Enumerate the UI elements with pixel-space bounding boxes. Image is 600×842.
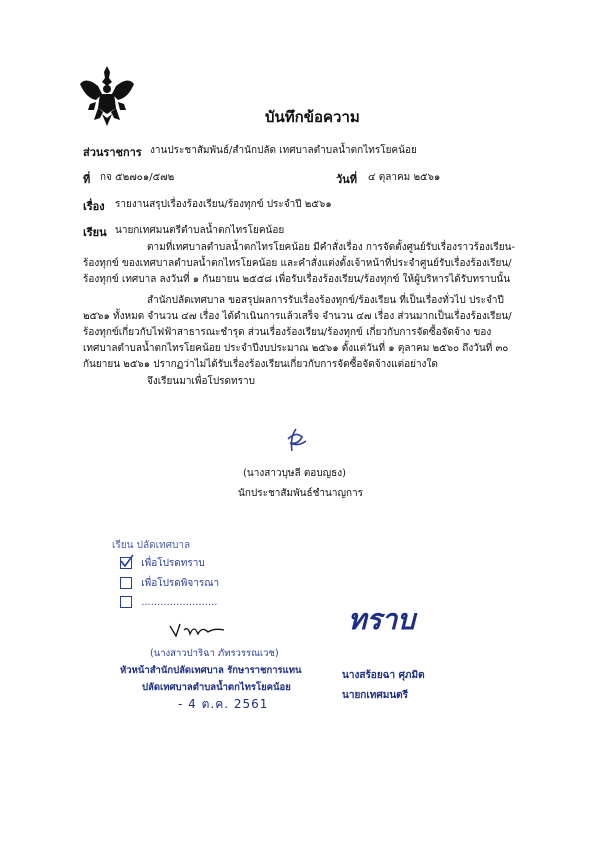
checkbox-checked [120,557,132,569]
mayor-title-stamp: นายกเทศมนตรี [342,690,409,701]
signer-position: นักประชาสัมพันธ์ชำนาญการ [238,488,364,499]
closing-line: จึงเรียนมาเพื่อโปรดทราบ [147,376,255,387]
option-label: เพื่อโปรดพิจารณา [141,578,220,589]
body-paragraph-2: สำนักปลัดเทศบาล ขอสรุปผลการรับเรื่องร้องทุกข์/ร้องเรียน ที่เป็นเรื่องทั่วไป ประจำปี ๒๕๖๑ ทั้งหมด จำนวน ๔๗ เรื่อง ได้ดำเนินการแล้วเสร็จ จำนวน ๔๗ เรื่อง ส่วนมากเป็นเรื่องร้องเรียน/ร้องทุกข์เกี่ยวกับไฟฟ้าสาธารณะชำรุด ส่วนเรื่องร้องเรียน/ร้องทุกข์ เกี่ยวกับการจัดซื้อจัดจ้าง ของเทศบาลตำบลน้ำตกไทรโยคน้อย ประจำปีงบประมาณ ๒๕๖๑ ตั้งแต่วันที่ ๑ ตุลาคม ๒๕๖๐ ถึงวันที่ ๓๐ กันยายน ๒๕๖๑ ปรากฏว่าไม่ได้รับเรื่องร้องเรียนเกี่ยวกับการจัดซื้อจัดจ้างแต่อย่างใด [83,295,512,370]
routing-date-stamp: - 4 ต.ค. 2561 [178,697,269,711]
checkbox-empty [120,577,132,589]
signer-name: (นางสาวบุษลี ตอบญธง) [243,468,347,479]
garuda-emblem [76,64,138,130]
routing-position-line-2: ปลัดเทศบาลตำบลน้ำตกไทรโยคน้อย [142,682,291,693]
date-label: วันที่ [336,173,357,186]
to-value: นายกเทศมนตรีตำบลน้ำตกไทรโยคน้อย [115,225,285,236]
option-other [120,596,217,608]
option-acknowledge [120,556,205,571]
routing-position-line-1: หัวหน้าสำนักปลัดเทศบาล รักษาราชการแทน [120,665,302,676]
option-consider [120,576,219,591]
checkbox-empty [120,596,132,608]
date-value: ๔ ตุลาคม ๒๕๖๑ [368,172,441,183]
subject-label: เรื่อง [83,200,105,213]
to-label: เรียน [83,226,107,239]
body-paragraph-1: ตามที่เทศบาลตำบลน้ำตกไทรโยคน้อย มีคำสั่งเรื่อง การจัดตั้งศูนย์รับเรื่องราวร้องเรียน-ร้องทุกข์ ของเทศบาลตำบลน้ำตกไทรโยคน้อย และคำสั่งแต่งตั้งเจ้าหน้าที่ประจำศูนย์รับเรื่องร้องเรียน/ร้องทุกข์ เทศบาล ลงวันที่ ๑ กันยายน ๒๕๕๘ เพื่อรับเรื่องร้องเรียน/ร้องทุกข์ ให้ผู้บริหารได้รับทราบนั้น [83,242,516,285]
acknowledged-handwriting: ทราบ [348,603,415,636]
option-label: เพื่อโปรดทราบ [141,558,205,569]
routing-header: เรียน ปลัดเทศบาล [112,540,191,551]
ref-label: ที่ [83,173,91,186]
dept-label: ส่วนราชการ [83,146,142,159]
memo-title: บันทึกข้อความ [265,108,360,126]
handwritten-signature-2 [168,620,228,640]
option-label: ........................ [141,597,218,608]
routing-name: (นางสาวปาริฉา ภัทรวรรณเวช) [150,648,279,659]
ref-number: กจ ๕๒๗๐๑/๕๗๒ [100,172,175,183]
dept-value: งานประชาสัมพันธ์/สำนักปลัด เทศบาลตำบลน้ำตกไทรโยคน้อย [150,145,417,156]
handwritten-signature-1 [280,425,310,455]
mayor-name-stamp: นางสร้อยฉา ศุภมิต [342,670,425,681]
subject-value: รายงานสรุปเรื่องร้องเรียน/ร้องทุกข์ ประจำปี ๒๕๖๑ [115,199,332,210]
